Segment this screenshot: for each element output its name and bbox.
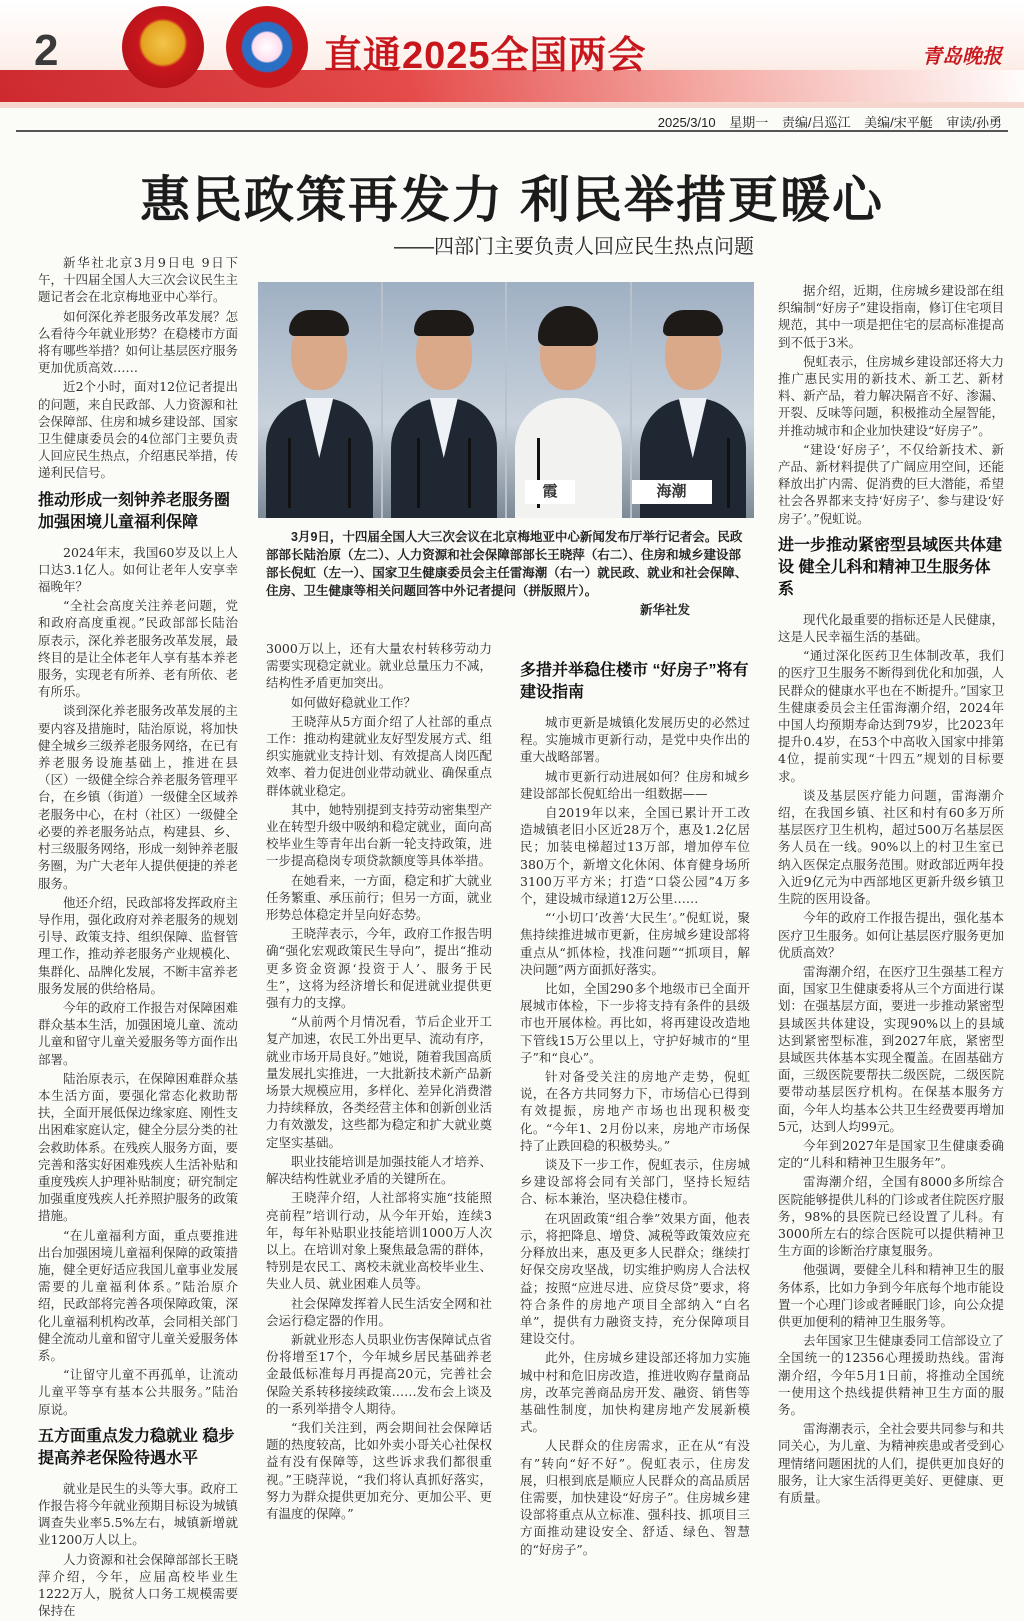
photo-person-3 (507, 282, 630, 518)
section-heading: 五方面重点发力稳就业 稳步提高养老保险待遇水平 (38, 1427, 235, 1467)
sub-headline: ——四部门主要负责人回应民生热点问题 (394, 236, 754, 258)
article-column-2 (266, 640, 492, 1524)
paragraph: 今年的政府工作报告提出，强化基本医疗卫生服务。如何让基层医疗服务更加优质高效？ (778, 910, 1004, 960)
section-heading: 多措并举稳住楼市 “好房子”将有建设指南 (520, 662, 749, 701)
paragraph: 人民群众的住房需求，正在从“有没有”转向“好不好”。倪虹表示，住房发展，归根到底是顺应人民群众的高品质居住需要，加快建设“好房子”。住房城乡建设部将重点从立标准、强科技、抓项目三方面推动建设安全、舒适、绿色、智慧的“好房子”。 (520, 1438, 750, 1557)
photo-person-4 (632, 282, 755, 518)
paragraph: 陆治原表示，在保障困难群众基本生活方面，要强化常态化救助帮扶，全面开展低保边缘家庭、刚性支出困难家庭认定，健全分层分类的社会救助体系。在残疾人服务方面，要完善和落实好困难残疾人生活补贴和重度残疾人护理补贴制度；研究制定加强重度残疾人托养照护服务的政策措施。 (38, 1070, 239, 1224)
page-meta (648, 112, 1002, 131)
paragraph: 在她看来，一方面，稳定和扩大就业任务繁重、承压前行；但另一方面，就业形势总体稳定并呈向好态势。 (266, 872, 492, 923)
paragraph: 倪虹表示，住房城乡建设部还将大力推广惠民实用的新技术、新工艺、新材料、新产品，着力解决隔音不好、渗漏、开裂、反味等问题，积极推动全屋智能，并推动城市和企业加快建设“好房子”。 (778, 353, 1004, 438)
paragraph: 自2019年以来，全国已累计开工改造城镇老旧小区近28万个，惠及1.2亿居民；加装电梯超过13万部，增加停车位380万个，新增文化休闲、体育健身场所3100万平方米；打造“口袋公园”4万多个，建设城市绿道12万公里…… (520, 805, 750, 907)
paragraph: 职业技能培训是加强技能人才培养、解决结构性就业矛盾的关键所在。 (266, 1153, 492, 1187)
paragraph: “建设‘好房子’，不仅给新技术、新产品、新材料提供了广阔应用空间，还能释放出扩内需、促消费的巨大潜能，希望社会各界都来支持‘好房子’、参与建设‘好房子’。”倪虹说。 (778, 441, 1004, 526)
article-column-1 (38, 254, 238, 1621)
paragraph: 他还介绍，民政部将发挥政府主导作用，强化政府对养老服务的规划引导、政策支持、组织保障、监督管理工作，推动养老服务产业规模化、集群化、品牌化发展，不断丰富养老服务发展的供给格局。 (38, 894, 239, 996)
paragraph: 新华社北京3月9日电 9日下午，十四届全国人大三次会议民生主题记者会在北京梅地亚中心举行。 (38, 255, 239, 305)
paragraph: 王晓萍介绍，人社部将实施“技能照亮前程”培训行动，从今年开始，连续3年，每年补贴职业技能培训1000万人次以上。在培训对象上聚焦最急需的群体，特别是农民工、离校未就业高校毕业生、失业人员、就业困难人员等。 (266, 1190, 492, 1292)
paragraph: 雷海潮介绍，全国有8000多所综合医院能够提供儿科的门诊或者住院医疗服务，98%的县医院已经设置了儿科。有3000所左右的综合医院可以提供精神卫生方面的诊断治疗康复服务。 (778, 1174, 1004, 1259)
photo-person-2 (383, 282, 506, 518)
paragraph: 王晓萍从5方面介绍了人社部的重点工作：推动构建就业友好型发展方式、组织实施就业支持计划、有效提高人岗匹配效率、着力促进创业带动就业、确保重点群体就业稳定。 (266, 713, 492, 798)
paragraph: 今年的政府工作报告对保障困难群众基本生活，加强困境儿童、流动儿童和留守儿童关爱服务等方面作出部署。 (38, 999, 239, 1067)
meta-date: 2025/3/10 (657, 115, 716, 130)
microphone-icon (468, 438, 471, 508)
paragraph: “全社会高度关注养老问题，党和政府高度重视。”民政部部长陆治原表示，深化养老服务改革发展，最终目的是让全体老年人享有基本养老服务，实现老有所养、老有所依、老有所乐。 (38, 598, 239, 700)
paragraph: 在巩固政策“组合拳”效果方面，他表示，将把降息、增贷、减税等政策效应充分释放出来，惠及更多人民群众；继续打好保交房攻坚战，切实维护购房人合法权益；按照“应进尽进、应贷尽贷”要求，将符合条件的房地产项目全部纳入“白名单”，提供有力融资支持，充分保障项目建设交付。 (520, 1210, 750, 1347)
microphone-icon (348, 438, 351, 508)
paragraph: 谈及下一步工作，倪虹表示，住房城乡建设部将会同有关部门，坚持长短结合、标本兼治，坚决稳住楼市。 (520, 1157, 750, 1207)
paragraph: “让留守儿童不再孤单，让流动儿童平等享有基本公共服务。”陆治原说。 (38, 1367, 238, 1417)
paragraph: 2024年末，我国60岁及以上人口达3.1亿人。如何让老年人安享幸福晚年？ (38, 544, 238, 595)
paragraph: 城市更新是城镇化发展历史的必然过程。实施城市更新行动，是党中央作出的重大战略部署。 (520, 715, 750, 765)
paragraph: 谈到深化养老服务改革发展的主要内容及措施时，陆治原说，将加快健全城乡三级养老服务网络，在已有养老服务设施基础上，推进在县（区）一级健全综合养老服务管理平台，在乡镇（街道）一级健全区域养老服务中心，在村（社区）一级健全必要的养老服务站点，构建县、乡、村三级服务网络，形成一刻钟养老服务圈，为广大老年人提供便捷的养老服务。 (38, 703, 239, 891)
paragraph: 近2个小时，面对12位记者提出的问题，来自民政部、人力资源和社会保障部、住房和城乡建设部、国家卫生健康委员会的4位部门主要负责人回应民生热点，介绍惠民举措，传递利民信号。 (38, 379, 239, 481)
national-emblem-icon (122, 6, 204, 88)
paragraph: 现代化最重要的指标还是人民健康，这是人民幸福生活的基础。 (778, 611, 1004, 645)
paragraph: 其中，她特别提到支持劳动密集型产业在转型升级中吸纳和稳定就业，面向高校毕业生等青年出台新一轮支持政策，进一步提高稳岗专项贷款额度等具体举措。 (266, 801, 492, 869)
paragraph: 雷海潮介绍，在医疗卫生强基工程方面，国家卫生健康委将从三个方面进行谋划：在强基层方面，要进一步推动紧密型县域医共体建设，实现90%以上的县域达到紧密型标准，到2027年底，紧密型县域医共体基本实现全覆盖。在固基础方面，三级医院要帮扶二级医院，二级医院要带动基层医疗机构。在保基本服务方面，今年人均基本公共卫生经费要再增加5元，达到人均99元。 (778, 963, 1004, 1134)
photo-credit: 新华社发 (640, 603, 691, 617)
microphone-icon (288, 438, 291, 508)
paragraph: 谈及基层医疗能力问题，雷海潮介绍，在我国乡镇、社区和村有60多万所基层医疗卫生机构，超过500万名基层医务人员在一线。90%以上的村卫生室已纳入医保定点服务范围。财政部近两年投入近9亿元为中西部地区更新升级乡镇卫生院的医用设备。 (778, 787, 1004, 907)
meta-editor: 责编/吕巡江 (781, 115, 851, 130)
press-conference-photo (258, 282, 754, 518)
paragraph: 就业是民生的头等大事。政府工作报告将今年就业预期目标设为城镇调查失业率5.5%左右，城镇新增就业1200万人以上。 (38, 1480, 239, 1548)
header-divider (16, 130, 1008, 132)
microphone-icon (417, 438, 420, 508)
paragraph: 针对备受关注的房地产走势，倪虹说，在各方共同努力下，市场信心已得到有效提振，房地产市场也出现积极变化。“今年1、2月份以来，房地产市场保持了止跌回稳的积极势头。” (520, 1069, 750, 1153)
paragraph: “我们关注到，两会期间社会保障话题的热度较高，比如外卖小哥关心社保权益有没有保障等，这些诉求我们都很重视。”王晓萍说，“我们将认真抓好落实，努力为群众提供更加充分、更加公平、更有温度的保障。” (266, 1419, 492, 1521)
paragraph: 城市更新行动进展如何？住房和城乡建设部部长倪虹给出一组数据—— (520, 768, 750, 801)
paragraph: “从前两个月情况看，节后企业开工复产加速，农民工外出更早、流动有序，就业市场开局良好。”她说，随着我国高质量发展扎实推进，一大批新技术新产品新场景大规模应用，多样化、差异化消费潜力持续释放，各类经营主体和创新创业活力有效激发，这些都为稳定和扩大就业奠定坚实基础。 (266, 1014, 492, 1150)
paragraph: “‘小切口’改善‘大民生’。”倪虹说，聚焦持续推进城市更新，住房城乡建设部将重点从“抓体检，找准问题”“抓项目，解决问题”两方面抓好落实。 (520, 910, 750, 977)
paragraph: 此外，住房城乡建设部还将加力实施城中村和危旧房改造，推进收购存量商品房，改革完善商品房开发、融资、销售等基础性制度，加快构建房地产发展新模式。 (520, 1350, 750, 1435)
main-headline: 惠民政策再发力 利民举措更暖心 (140, 172, 884, 228)
newspaper-logo: 青岛晚报 (922, 44, 1002, 68)
paragraph: 新就业形态人员职业伤害保障试点省份将增至17个，今年城乡居民基础养老金最低标准每月再提高20元，完善社会保险关系转移接续政策……发布会上谈及的一系列举措令人期待。 (266, 1331, 492, 1416)
paragraph: 人力资源和社会保障部部长王晓萍介绍，今年，应届高校毕业生1222万人，脱贫人口务工规模需要保持在 (38, 1551, 239, 1619)
cppcc-emblem-icon (226, 6, 308, 88)
photo-person-1 (258, 282, 381, 518)
paragraph: “在儿童福利方面，重点要推进出台加强困境儿童福利保障的政策措施，健全更好适应我国儿童事业发展需要的儿童福利体系。”陆治原介绍，民政部将完善各项保障政策，深化儿童福利机构改革，会同相关部门健全流动儿童和留守儿童关爱服务体系。 (38, 1227, 239, 1363)
page-number: 2 (34, 26, 59, 75)
paragraph: 雷海潮表示，全社会要共同参与和共同关心，为儿童、为精神疾患或者受到心理情绪问题困扰的人们，提供更加良好的服务，让大家生活得更美好、更健康、更有质量。 (778, 1421, 1004, 1505)
microphone-icon (727, 438, 730, 508)
meta-reviewer: 审读/孙勇 (946, 115, 1002, 130)
paragraph: 今年到2027年是国家卫生健康委确定的“儿科和精神卫生服务年”。 (778, 1137, 1004, 1171)
paragraph: 如何做好稳就业工作？ (291, 694, 417, 710)
photo-caption: 3月9日，十四届全国人大三次会议在北京梅地亚中心新闻发布厅举行记者会。民政部部长陆治原（左二）、人力资源和社会保障部部长王晓萍（右二）、住房和城乡建设部部长倪虹（左一）、国家卫生健康委员会主任雷海潮（右一）就民政、就业和社会保障、住房、卫生健康等相关问题回答中外记者提问（拼版照片）。 (266, 530, 748, 598)
section-heading: 推动形成一刻钟养老服务圈 加强困境儿童福利保障 (38, 491, 231, 531)
paragraph: 据介绍，近期，住房城乡建设部在组织编制“好房子”建设指南，修订住宅项目规范，其中一项是把住宅的层高标准提高到不低于3米。 (778, 283, 1004, 350)
meta-weekday: 星期一 (729, 115, 769, 130)
masthead (0, 0, 1024, 108)
paragraph: 比如，全国290多个地级市已全面开展城市体检，下一步将支持有条件的县级市也开展体检。再比如，将再建设改造地下管线15万公里以上，守护好城市的“里子”和“良心”。 (520, 981, 750, 1065)
paragraph: “通过深化医药卫生体制改革，我们的医疗卫生服务不断得到优化和加强，人民群众的健康水平也在不断提升。”国家卫生健康委员会主任雷海潮介绍，2024年中国人均预期寿命达到79岁，比2023年提升0.4岁，在53个中高收入国家中排第4位，提前实现“十四五”规划的目标要求。 (778, 648, 1004, 784)
nameplate: 霞 (525, 480, 575, 504)
paragraph: 王晓萍表示，今年，政府工作报告明确“强化宏观政策民生导向”，提出“推动更多资金资源‘投资于人’、服务于民生”，这将为经济增长和促进就业提供更强有力的支撑。 (266, 926, 492, 1011)
meta-designer: 美编/宋平艇 (864, 115, 933, 130)
nameplate: 海潮 (632, 480, 712, 504)
paragraph: 社会保障发挥着人民生活安全网和社会运行稳定器的作用。 (266, 1295, 492, 1328)
paragraph: 如何深化养老服务改革发展？怎么看待今年就业形势？在稳楼市方面将有哪些举措？如何让基层医疗服务更加优质高效…… (38, 308, 239, 376)
section-heading: 进一步推动紧密型县域医共体建设 健全儿科和精神卫生服务体系 (778, 536, 1003, 598)
paragraph: 他强调，要健全儿科和精神卫生的服务体系，比如力争到今年底每个地市能设置一个心理门诊或者睡眠门诊，向公众提供更加便利的精神卫生服务等。 (778, 1262, 1004, 1329)
article-column-4 (778, 282, 1004, 1508)
paragraph: 去年国家卫生健康委同工信部设立了全国统一的12356心理援助热线。雷海潮介绍，今年5月1日前，将推动全国统一使用这个热线提供精神卫生方面的服务。 (778, 1333, 1004, 1417)
article-column-3 (520, 652, 750, 1560)
section-title: 直通2025全国两会 (324, 35, 647, 77)
paragraph: 3000万以上，还有大量农村转移劳动力需要实现稳定就业。就业总量压力不减，结构性矛盾更加突出。 (266, 641, 492, 691)
